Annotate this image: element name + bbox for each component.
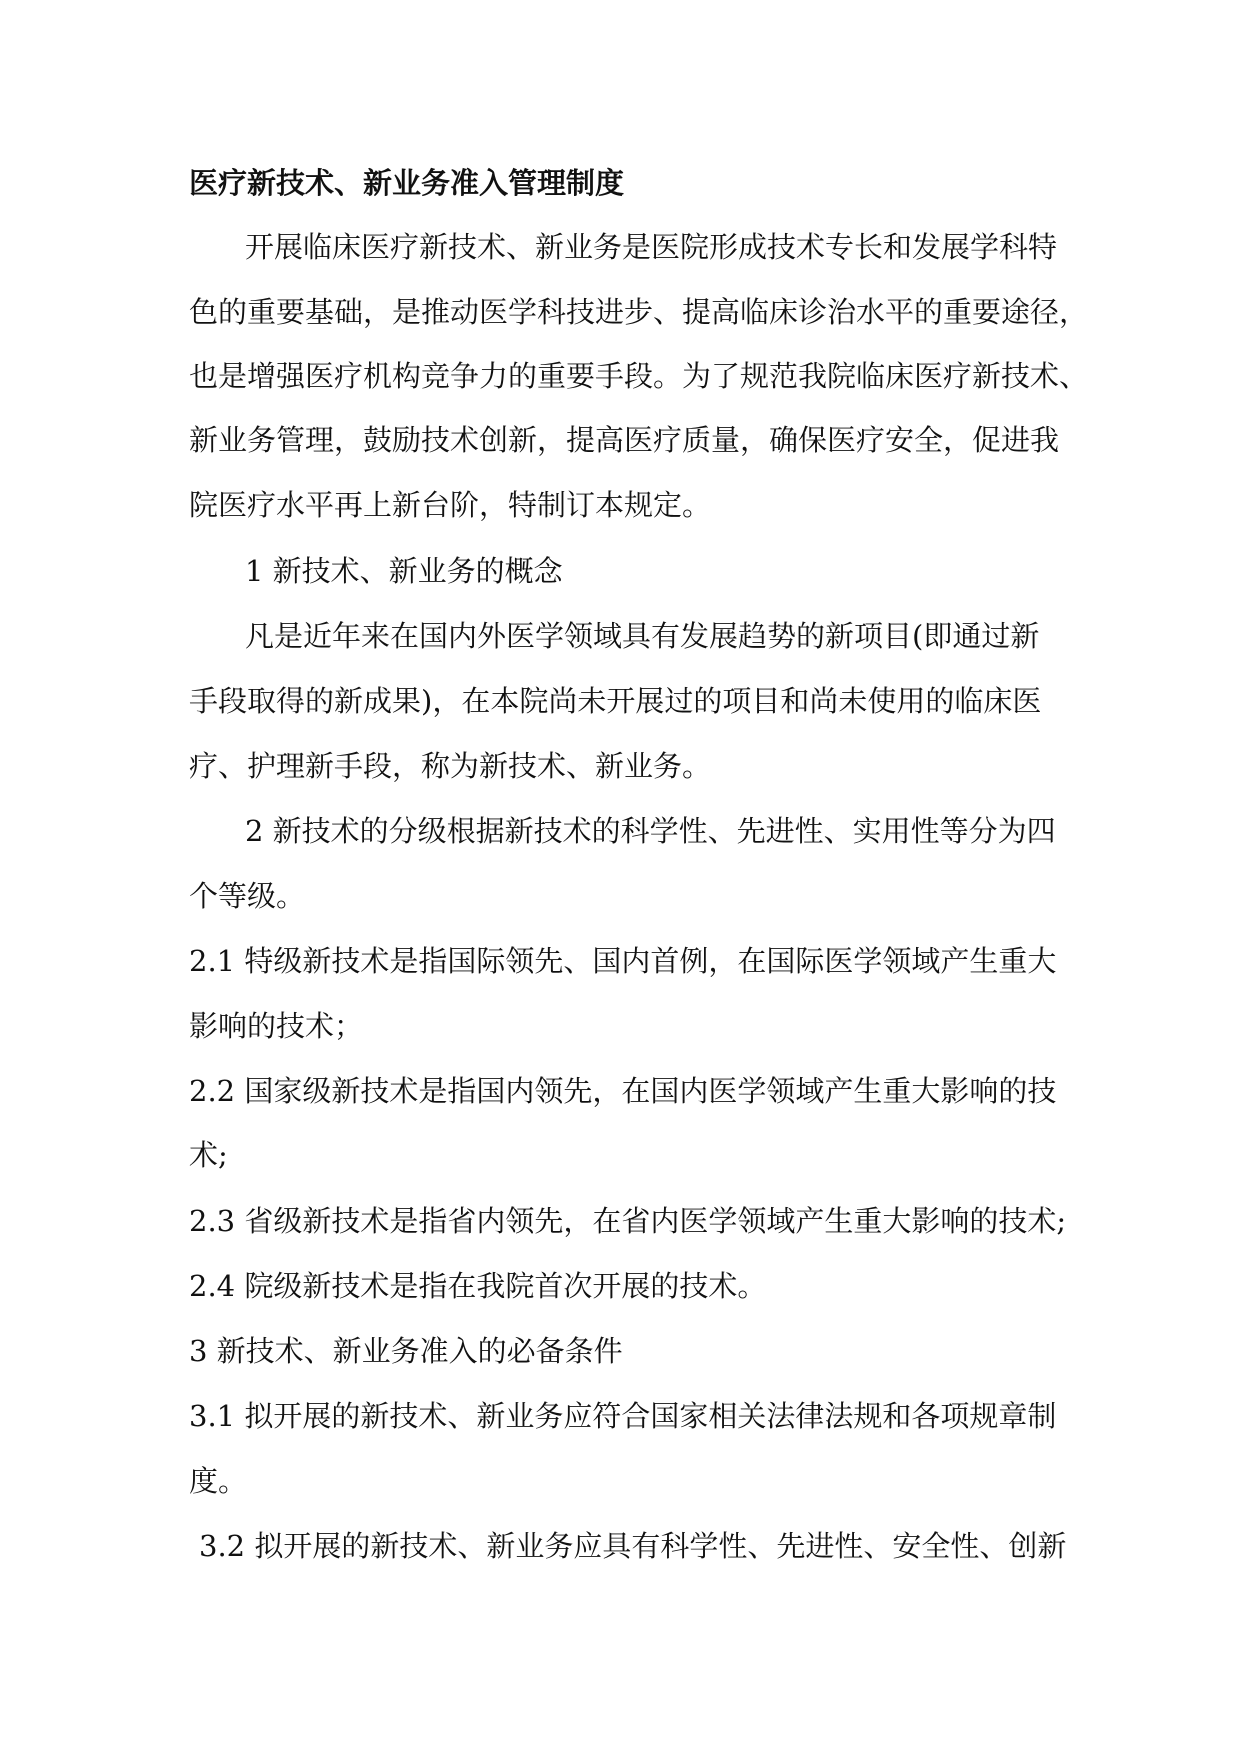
list-item: 2.3 省级新技术是指省内领先，在省内医学领域产生重大影响的技术; [189,1204,1067,1238]
section-heading: 2 新技术的分级根据新技术的科学性、先进性、实用性等分为四 [245,814,1056,848]
paragraph-line: 院医疗水平再上新台阶，特制订本规定。 [189,488,712,522]
paragraph-line: 也是增强医疗机构竞争力的重要手段。为了规范我院临床医疗新技术、 [189,359,1089,393]
list-item: 影响的技术； [189,1009,364,1043]
list-item: 3.1 拟开展的新技术、新业务应符合国家相关法律法规和各项规章制 [189,1399,1057,1433]
paragraph-line: 手段取得的新成果)，在本院尚未开展过的项目和尚未使用的临床医 [189,684,1042,718]
paragraph-line: 开展临床医疗新技术、新业务是医院形成技术专长和发展学科特 [245,230,1058,264]
list-item: 2.4 院级新技术是指在我院首次开展的技术。 [189,1269,767,1303]
section-heading: 3 新技术、新业务准入的必备条件 [189,1334,623,1368]
paragraph-line: 疗、护理新手段，称为新技术、新业务。 [189,749,712,783]
list-item: 度。 [189,1464,248,1498]
paragraph-line: 新业务管理，鼓励技术创新，提高医疗质量，确保医疗安全，促进我 [189,423,1060,457]
document-title: 医疗新技术、新业务准入管理制度 [189,166,625,200]
paragraph-line: 个等级。 [189,879,306,913]
section-heading: 1 新技术、新业务的概念 [245,554,563,588]
list-item: 2.1 特级新技术是指国际领先、国内首例，在国际医学领域产生重大 [189,944,1057,978]
list-item: 3.2 拟开展的新技术、新业务应具有科学性、先进性、安全性、创新 [199,1529,1067,1563]
paragraph-line: 色的重要基础，是推动医学科技进步、提高临床诊治水平的重要途径， [189,295,1089,329]
list-item: 术; [189,1138,228,1172]
paragraph-line: 凡是近年来在国内外医学领域具有发展趋势的新项目(即通过新 [245,619,1040,653]
list-item: 2.2 国家级新技术是指国内领先，在国内医学领域产生重大影响的技 [189,1074,1057,1108]
